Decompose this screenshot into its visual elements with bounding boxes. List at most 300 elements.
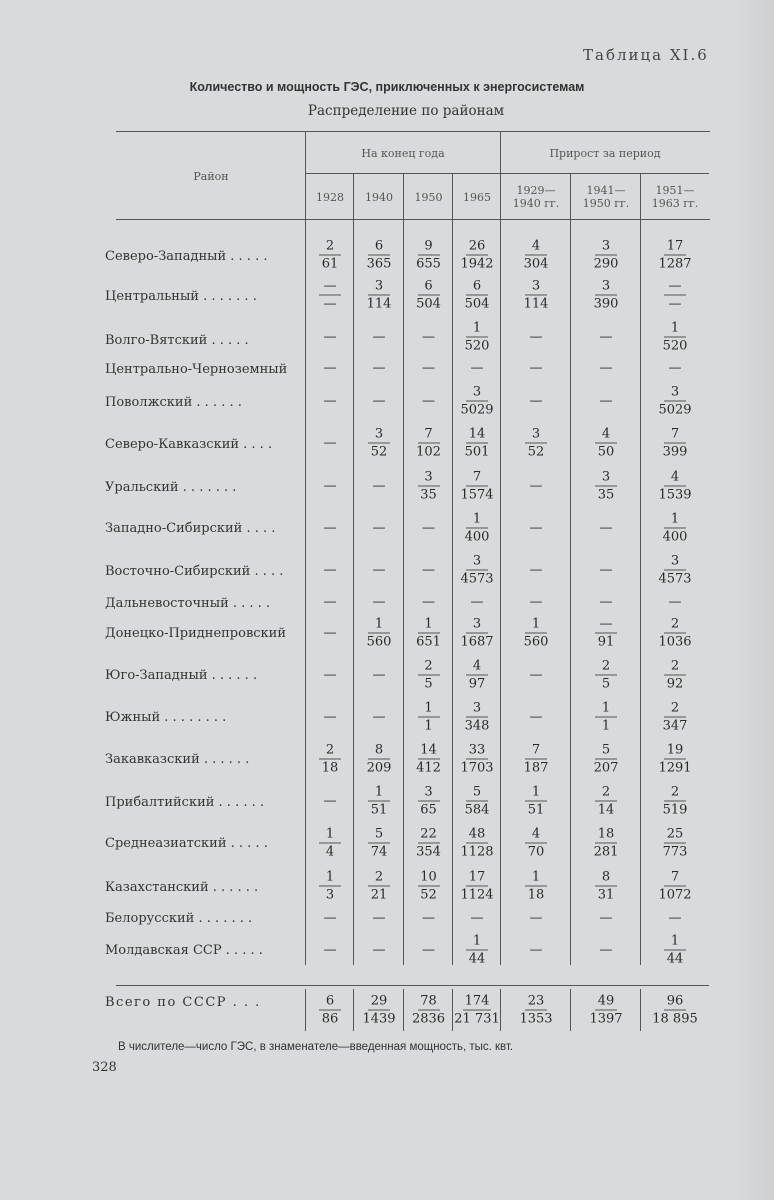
numerator: 49 bbox=[595, 993, 617, 1011]
table-row-cell bbox=[641, 426, 709, 461]
table-row-cell: — bbox=[323, 793, 337, 809]
denominator: 1574 bbox=[460, 487, 494, 503]
total-row-label: Всего по СССР . . . bbox=[105, 995, 261, 1010]
numerator: 8 bbox=[595, 869, 617, 887]
table-row-label: Западно-Сибирский . . . . bbox=[105, 521, 276, 536]
denominator: 1539 bbox=[658, 487, 692, 503]
numerator: 4 bbox=[525, 238, 547, 256]
denominator: 1 bbox=[601, 718, 611, 734]
denominator: 304 bbox=[523, 256, 549, 272]
table-row-cell: — bbox=[422, 393, 435, 409]
numerator: 14 bbox=[418, 742, 440, 760]
table-row-cell bbox=[453, 742, 501, 777]
table-row-cell bbox=[404, 700, 453, 735]
table-row-cell: — bbox=[529, 942, 543, 958]
numerator: 6 bbox=[418, 278, 440, 296]
denominator: 21 bbox=[370, 887, 388, 903]
denominator: 5029 bbox=[658, 402, 692, 418]
table-row-cell bbox=[306, 869, 354, 904]
table-row-cell: — bbox=[599, 594, 613, 610]
table-row-cell: — bbox=[422, 360, 435, 376]
denominator: 365 bbox=[366, 256, 392, 272]
total-row-cell bbox=[306, 993, 354, 1028]
table-row-cell bbox=[641, 278, 709, 313]
footnote: В числителе—число ГЭС, в знаменателе—введенная мощность, тыс. квт. bbox=[118, 1041, 514, 1053]
numerator: 3 bbox=[595, 469, 617, 487]
table-row-cell bbox=[453, 553, 501, 588]
denominator: 74 bbox=[370, 844, 388, 860]
numerator: 48 bbox=[466, 826, 488, 844]
numerator: 6 bbox=[319, 993, 341, 1011]
table-row-cell: — bbox=[323, 667, 337, 683]
denominator: 97 bbox=[468, 676, 486, 692]
numerator: 1 bbox=[466, 320, 488, 338]
denominator: 35 bbox=[597, 487, 615, 503]
table-row-cell bbox=[501, 742, 571, 777]
denominator: 4573 bbox=[460, 571, 494, 587]
numerator: 1 bbox=[525, 869, 547, 887]
table-row-cell bbox=[641, 616, 709, 651]
table-row-cell: — bbox=[529, 667, 543, 683]
denominator: 584 bbox=[464, 802, 490, 818]
table-row-cell: — bbox=[599, 393, 613, 409]
denominator: 65 bbox=[420, 802, 437, 818]
table-row-cell bbox=[641, 469, 709, 504]
denominator: 1942 bbox=[460, 256, 494, 272]
table-row-cell bbox=[501, 616, 571, 651]
table-row-cell bbox=[404, 469, 453, 504]
table-row-cell: — bbox=[372, 360, 386, 376]
table-row-cell bbox=[641, 658, 709, 693]
total-row-cell bbox=[453, 993, 501, 1028]
table-row-cell bbox=[501, 784, 571, 819]
numerator: 3 bbox=[466, 553, 488, 571]
table-number: Таблица XI.6 bbox=[583, 46, 709, 64]
denominator: 18 895 bbox=[652, 1011, 698, 1027]
denominator: 44 bbox=[666, 951, 684, 967]
denominator: 399 bbox=[662, 444, 688, 460]
denominator: 1124 bbox=[460, 887, 494, 903]
table-row-cell: — bbox=[422, 562, 435, 578]
denominator: 281 bbox=[593, 844, 619, 860]
table-row-cell: — bbox=[529, 709, 543, 725]
denominator: 290 bbox=[593, 256, 619, 272]
table-row-cell bbox=[571, 700, 641, 735]
table-row-cell: — bbox=[529, 393, 543, 409]
table-row-cell: — bbox=[323, 594, 337, 610]
numerator: 33 bbox=[466, 742, 488, 760]
column-header: 1928 bbox=[316, 191, 344, 204]
table-row-cell: — bbox=[372, 393, 386, 409]
table-row-cell bbox=[453, 933, 501, 968]
numerator: 1 bbox=[368, 784, 390, 802]
denominator: 519 bbox=[662, 802, 688, 818]
numerator: 4 bbox=[664, 469, 686, 487]
table-row-cell: — bbox=[323, 942, 337, 958]
table-row-cell: — bbox=[668, 594, 682, 610]
table-row-label: Молдавская ССР . . . . . bbox=[105, 943, 263, 958]
table-row-cell bbox=[641, 384, 709, 419]
table-row-cell bbox=[404, 869, 453, 904]
table-row-cell: — bbox=[470, 360, 484, 376]
denominator: 102 bbox=[416, 444, 441, 460]
numerator: 26 bbox=[466, 238, 488, 256]
numerator: 3 bbox=[368, 278, 390, 296]
table-top-rule bbox=[116, 131, 710, 132]
table-row-cell bbox=[404, 658, 453, 693]
denominator: 347 bbox=[662, 718, 688, 734]
numerator: 1 bbox=[525, 784, 547, 802]
denominator: 400 bbox=[464, 529, 490, 545]
table-row-cell bbox=[404, 278, 453, 313]
numerator: — bbox=[319, 278, 341, 296]
table-row-cell: — bbox=[599, 562, 613, 578]
table-row-cell bbox=[571, 616, 641, 651]
table-row-cell: — bbox=[323, 709, 337, 725]
numerator: 2 bbox=[595, 658, 617, 676]
denominator: 1353 bbox=[519, 1011, 553, 1027]
table-row-cell bbox=[641, 784, 709, 819]
numerator: 78 bbox=[418, 993, 440, 1011]
numerator: 1 bbox=[664, 320, 686, 338]
table-row-cell bbox=[641, 320, 709, 355]
table-row-cell bbox=[404, 784, 453, 819]
numerator: 1 bbox=[418, 616, 440, 634]
denominator: — bbox=[668, 296, 682, 312]
table-row-cell: — bbox=[372, 562, 386, 578]
numerator: 29 bbox=[368, 993, 390, 1011]
table-row-label: Северо-Западный . . . . . bbox=[105, 249, 268, 264]
numerator: 17 bbox=[664, 238, 686, 256]
table-row-cell: — bbox=[323, 329, 337, 345]
column-header: 1951— 1963 гг. bbox=[651, 184, 699, 210]
numerator: 9 bbox=[418, 238, 440, 256]
table-row-label: Центрально-Черноземный bbox=[105, 362, 288, 377]
table-row-cell bbox=[354, 742, 404, 777]
numerator: 22 bbox=[418, 826, 440, 844]
table-row-cell: — bbox=[529, 562, 543, 578]
numerator: 7 bbox=[418, 426, 440, 444]
denominator: 504 bbox=[416, 296, 441, 312]
numerator: 2 bbox=[664, 784, 686, 802]
table-row-cell: — bbox=[372, 667, 386, 683]
table-row-cell bbox=[453, 869, 501, 904]
table-row-cell: — bbox=[323, 562, 337, 578]
denominator: 3 bbox=[325, 887, 335, 903]
numerator: 1 bbox=[418, 700, 440, 718]
denominator: 354 bbox=[416, 844, 441, 860]
table-row-cell bbox=[354, 278, 404, 313]
numerator: 10 bbox=[418, 869, 440, 887]
denominator: 4573 bbox=[658, 571, 692, 587]
table-row-cell: — bbox=[668, 360, 682, 376]
denominator: 18 bbox=[321, 760, 339, 776]
numerator: 1 bbox=[319, 826, 341, 844]
total-row-cell bbox=[354, 993, 404, 1028]
denominator: 1 bbox=[424, 718, 433, 734]
table-row-cell bbox=[453, 826, 501, 861]
denominator: 520 bbox=[662, 338, 688, 354]
denominator: 5 bbox=[601, 676, 611, 692]
table-row-cell bbox=[641, 869, 709, 904]
table-row-cell: — bbox=[599, 360, 613, 376]
numerator: — bbox=[595, 616, 617, 634]
denominator: 1036 bbox=[658, 634, 692, 650]
table-row-cell: — bbox=[599, 942, 613, 958]
table-row-cell bbox=[501, 426, 571, 461]
table-row-cell: — bbox=[323, 478, 337, 494]
table-row-cell bbox=[501, 238, 571, 273]
table-row-label: Южный . . . . . . . . bbox=[105, 710, 227, 725]
denominator: 1703 bbox=[460, 760, 494, 776]
table-row-cell bbox=[571, 278, 641, 313]
table-row-cell bbox=[404, 426, 453, 461]
denominator: 1439 bbox=[362, 1011, 396, 1027]
table-row-cell bbox=[571, 658, 641, 693]
numerator: 18 bbox=[595, 826, 617, 844]
table-row-label: Белорусский . . . . . . . bbox=[105, 911, 253, 926]
numerator: — bbox=[664, 278, 686, 296]
table-row-cell: — bbox=[323, 360, 337, 376]
denominator: 2836 bbox=[411, 1011, 446, 1027]
denominator: 187 bbox=[523, 760, 549, 776]
numerator: 4 bbox=[466, 658, 488, 676]
numerator: 2 bbox=[664, 700, 686, 718]
numerator: 2 bbox=[319, 742, 341, 760]
numerator: 3 bbox=[595, 238, 617, 256]
table-row-label: Прибалтийский . . . . . . bbox=[105, 795, 265, 810]
numerator: 3 bbox=[368, 426, 390, 444]
denominator: 400 bbox=[662, 529, 688, 545]
column-header: 1929— 1940 гг. bbox=[512, 184, 560, 210]
table-row-cell bbox=[641, 742, 709, 777]
header-rule-right bbox=[501, 173, 709, 174]
table-row-cell bbox=[641, 933, 709, 968]
denominator: 520 bbox=[464, 338, 490, 354]
denominator: 92 bbox=[666, 676, 684, 692]
table-row-cell bbox=[404, 742, 453, 777]
denominator: 501 bbox=[464, 444, 490, 460]
denominator: 1291 bbox=[658, 760, 692, 776]
table-row-cell bbox=[571, 826, 641, 861]
table-row-cell: — bbox=[599, 910, 613, 926]
table-row-cell: — bbox=[372, 478, 386, 494]
table-row-cell: — bbox=[529, 520, 543, 536]
numerator: 23 bbox=[525, 993, 547, 1011]
numerator: 2 bbox=[319, 238, 341, 256]
denominator: 1687 bbox=[460, 634, 494, 650]
total-row-cell bbox=[641, 993, 709, 1028]
numerator: 1 bbox=[368, 616, 390, 634]
numerator: 2 bbox=[595, 784, 617, 802]
table-row-cell bbox=[453, 511, 501, 546]
table-row-cell: — bbox=[529, 478, 543, 494]
numerator: 3 bbox=[466, 700, 488, 718]
table-row-label: Северо-Кавказский . . . . bbox=[105, 437, 273, 452]
table-row-label: Казахстанский . . . . . . bbox=[105, 880, 259, 895]
numerator: 3 bbox=[595, 278, 617, 296]
header-growth: Прирост за период bbox=[549, 147, 661, 160]
denominator: 655 bbox=[416, 256, 441, 272]
table-row-cell bbox=[354, 426, 404, 461]
numerator: 3 bbox=[466, 616, 488, 634]
table-row-cell bbox=[641, 826, 709, 861]
table-row-cell bbox=[306, 278, 354, 313]
denominator: 560 bbox=[523, 634, 549, 650]
table-row-cell bbox=[453, 278, 501, 313]
numerator: 8 bbox=[368, 742, 390, 760]
table-row-cell bbox=[641, 238, 709, 273]
numerator: 3 bbox=[664, 384, 686, 402]
denominator: 504 bbox=[464, 296, 490, 312]
table-row-label: Уральский . . . . . . . bbox=[105, 480, 237, 495]
table-row-cell bbox=[453, 469, 501, 504]
table-row-cell: — bbox=[470, 910, 484, 926]
table-row-cell: — bbox=[372, 942, 386, 958]
numerator: 3 bbox=[466, 384, 488, 402]
table-row-cell: — bbox=[323, 393, 337, 409]
table-row-cell bbox=[404, 616, 453, 651]
numerator: 1 bbox=[664, 511, 686, 529]
table-row-label: Восточно-Сибирский . . . . bbox=[105, 564, 284, 579]
table-row-cell bbox=[306, 826, 354, 861]
column-header: 1941— 1950 гг. bbox=[582, 184, 630, 210]
numerator: 2 bbox=[664, 658, 686, 676]
denominator: 412 bbox=[416, 760, 441, 776]
total-row-cell bbox=[501, 993, 571, 1028]
table-row-cell: — bbox=[372, 594, 386, 610]
table-row-cell: — bbox=[372, 329, 386, 345]
table-row-cell bbox=[571, 426, 641, 461]
table-row-cell bbox=[501, 826, 571, 861]
table-row-cell bbox=[453, 700, 501, 735]
numerator: 5 bbox=[466, 784, 488, 802]
page-number: 328 bbox=[92, 1060, 117, 1075]
table-row-label: Поволжский . . . . . . bbox=[105, 395, 242, 410]
numerator: 1 bbox=[595, 700, 617, 718]
table-row-cell bbox=[306, 238, 354, 273]
table-row-cell bbox=[453, 320, 501, 355]
numerator: 7 bbox=[664, 426, 686, 444]
numerator: 3 bbox=[418, 469, 440, 487]
table-row-cell bbox=[571, 469, 641, 504]
column-header: 1940 bbox=[365, 191, 393, 204]
denominator: 560 bbox=[366, 634, 392, 650]
numerator: 6 bbox=[368, 238, 390, 256]
table-row-cell: — bbox=[529, 910, 543, 926]
numerator: 5 bbox=[368, 826, 390, 844]
column-header: 1965 bbox=[463, 191, 491, 204]
table-row-cell bbox=[453, 616, 501, 651]
table-row-cell: — bbox=[422, 329, 435, 345]
table-row-cell: — bbox=[372, 709, 386, 725]
table-row-cell bbox=[453, 238, 501, 273]
numerator: 2 bbox=[664, 616, 686, 634]
table-row-cell bbox=[641, 700, 709, 735]
table-row-cell bbox=[354, 826, 404, 861]
table-row-cell: — bbox=[599, 520, 613, 536]
table-row-cell bbox=[571, 869, 641, 904]
table-row-cell bbox=[571, 742, 641, 777]
table-row-label: Среднеазиатский . . . . . bbox=[105, 836, 268, 851]
numerator: 3 bbox=[525, 426, 547, 444]
numerator: 3 bbox=[525, 278, 547, 296]
table-row-cell: — bbox=[422, 594, 435, 610]
denominator: 1128 bbox=[460, 844, 494, 860]
denominator: 18 bbox=[527, 887, 545, 903]
numerator: 5 bbox=[595, 742, 617, 760]
denominator: 1287 bbox=[658, 256, 692, 272]
numerator: 25 bbox=[664, 826, 686, 844]
denominator: 5 bbox=[424, 676, 433, 692]
denominator: 51 bbox=[527, 802, 545, 818]
table-row-cell: — bbox=[323, 520, 337, 536]
numerator: 3 bbox=[664, 553, 686, 571]
denominator: 91 bbox=[597, 634, 615, 650]
table-row-cell: — bbox=[668, 910, 682, 926]
header-end-of-year: На конец года bbox=[361, 147, 445, 160]
numerator: 1 bbox=[466, 511, 488, 529]
denominator: 773 bbox=[662, 844, 688, 860]
table-row-cell bbox=[571, 784, 641, 819]
denominator: 390 bbox=[593, 296, 619, 312]
page-edge-shadow bbox=[734, 0, 774, 1200]
numerator: 14 bbox=[466, 426, 488, 444]
header-region: Район bbox=[193, 170, 229, 183]
table-row-cell bbox=[501, 278, 571, 313]
numerator: 4 bbox=[525, 826, 547, 844]
numerator: 4 bbox=[595, 426, 617, 444]
table-row-label: Юго-Западный . . . . . . bbox=[105, 668, 258, 683]
numerator: 1 bbox=[664, 933, 686, 951]
column-header: 1950 bbox=[414, 191, 443, 204]
numerator: 2 bbox=[368, 869, 390, 887]
table-row-cell bbox=[641, 511, 709, 546]
table-row-cell bbox=[354, 238, 404, 273]
denominator: 50 bbox=[597, 444, 615, 460]
numerator: 19 bbox=[664, 742, 686, 760]
total-row-cell bbox=[404, 993, 453, 1028]
denominator: 52 bbox=[370, 444, 388, 460]
table-row-label: Волго-Вятский . . . . . bbox=[105, 333, 249, 348]
denominator: 5029 bbox=[460, 402, 494, 418]
table-row-cell: — bbox=[323, 910, 337, 926]
denominator: 35 bbox=[420, 487, 437, 503]
numerator: 1 bbox=[466, 933, 488, 951]
table-row-cell: — bbox=[529, 329, 543, 345]
table-row-cell bbox=[453, 658, 501, 693]
table-subtitle: Распределение по районам bbox=[307, 103, 505, 119]
table-row-cell bbox=[453, 426, 501, 461]
header-bottom-rule bbox=[116, 219, 710, 220]
table-title: Количество и мощность ГЭС, приключенных к энергосистемам bbox=[189, 80, 585, 94]
table-row-cell bbox=[453, 784, 501, 819]
numerator: 1 bbox=[525, 616, 547, 634]
table-row-label: Закавказский . . . . . . bbox=[105, 752, 250, 767]
numerator: 6 bbox=[466, 278, 488, 296]
table-row-cell: — bbox=[529, 360, 543, 376]
numerator: 1 bbox=[319, 869, 341, 887]
total-rule bbox=[116, 985, 709, 986]
denominator: 52 bbox=[527, 444, 545, 460]
table-row-cell bbox=[354, 869, 404, 904]
numerator: 96 bbox=[664, 993, 686, 1011]
table-row-label: Дальневосточный . . . . . bbox=[105, 596, 271, 611]
table-row-cell bbox=[404, 238, 453, 273]
denominator: 21 731 bbox=[454, 1011, 500, 1027]
denominator: 51 bbox=[370, 802, 388, 818]
numerator: 7 bbox=[664, 869, 686, 887]
